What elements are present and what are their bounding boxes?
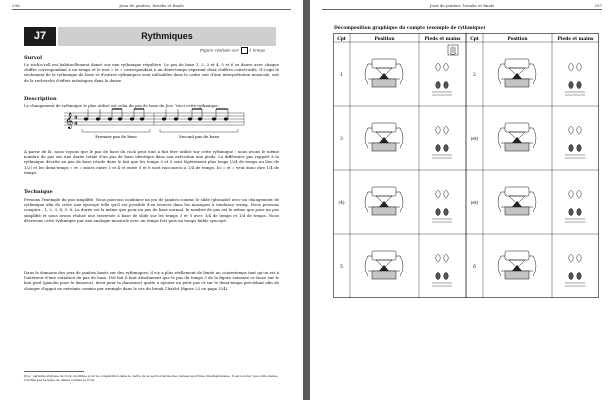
section-text-closing: Dans le domaine des jeux de jambes basés sur des rythmiques, il n'y a plus réellement de limite au contretemps tant qu'on est à l'intérieur d'une variation du pas de base. Del fait il faut absolument que le pas du temps 3 de la figure suivante se fasse sur le bon pied (gauche pour le danseur), droit pour la danseuse) quitte à ajouter un petit pas et sur le demi-temps précédant afin de changer d'appui en extrémis comme par exemple dans le cas du break Charlot (figure 23 en page 324). <box>24 270 279 291</box>
row-count-left: 1 <box>340 73 343 78</box>
left-page-number: 296 <box>12 3 20 8</box>
row-count-right: (et) <box>470 137 479 142</box>
right-page <box>310 0 614 400</box>
treble-clef-icon: 𝄞 <box>65 113 74 129</box>
col-header-feet-right: Pieds et mains <box>557 37 594 42</box>
footnote: Jive : variante stylisée du rock, modifiée pour la compétition dans le cadre de la section latine des danses sportives internationales. Il est à noter que cette danse s'utilise par la ligne de danse comme le rock. <box>24 374 278 383</box>
row-count-right: 2 <box>473 73 476 78</box>
row-count-right: 6 <box>473 265 476 270</box>
section-heading-technique: Technique <box>24 189 53 195</box>
left-header-rule <box>12 9 291 10</box>
footprint-icons <box>432 64 585 287</box>
hand-icon <box>448 45 458 55</box>
page-title: Rythmiques <box>58 27 276 46</box>
section-heading-survol: Survol <box>24 55 43 61</box>
col-header-count-right: Cpt <box>470 37 479 42</box>
chapter-tag: J7 <box>24 27 56 46</box>
staff-label-second: Second pas de base <box>179 134 219 139</box>
section-text-survol: Le rock'n'roll est habituellement dansé sur une rythmique régulière. Le pas de base 1, 2, 3 et 4, 5 et 6 se danse avec chaque chiffre correspondant à un temps et le mot « et » correspondant à un demi-temps séparant deux chiffres consécutifs. Il s'agit là seulement de la rythmique de base et d'autres rythmiques sont utilisables dans le cadre soit d'une interprétation musicale, soit de la recherche d'effets artistiques dans la danse. <box>24 62 279 83</box>
rhythm-notes <box>84 109 228 120</box>
time-signature: 4 <box>74 115 78 121</box>
right-header-rule <box>322 9 602 10</box>
row-count-right: (et) <box>470 201 479 206</box>
rhythm-staff <box>58 107 248 147</box>
left-running-head: Jeux de jambes, breaks et finals <box>119 3 184 8</box>
right-page-number: 297 <box>594 3 602 8</box>
col-header-position-left: Position <box>374 37 395 42</box>
figure-note-suffix: temps <box>252 47 266 53</box>
row-count-left: (4) <box>338 201 345 206</box>
beat-box-icon <box>241 47 248 54</box>
row-count-left: 5 <box>340 265 343 270</box>
svg-text:4: 4 <box>74 121 78 127</box>
row-count-left: 3 <box>340 137 343 142</box>
right-running-head: Jeux de jambes, breaks et finals <box>429 3 495 8</box>
col-header-position-right: Position <box>507 37 528 42</box>
section-text-technique: Prenons l'exemple du pas simplifié. Nous pouvons combiner un jeu de jambes comme le slide (glissade) avec un changement de rythmique afin de créer une syncope telle qu'il est possible d'en trouver dans les musiques à tendance swing. Nous pouvons compter : 1, 2, 3, 4, 5, 6. La durée est la même que pour un pas de base normal, le nombre de pas est le même que pour un pas simplifié et nous avons réalisé une traversée à base de slide sur les temps 3 et 5 avec 3/4 de temps et 1/4 de temps. Nous décrivons cette rythmique par une analogie musicale avec un temps fort puis un temps faible syncopé. <box>24 197 279 223</box>
diagram-title: Décomposition graphique du compte (exemple de rythmique) <box>334 26 486 31</box>
section-text-description: Le changement de rythmique le plus utilisé est celui du pas de base du Jive. Voici cette rythmique : <box>24 103 221 108</box>
staff-label-first: Premier pas de base <box>95 134 137 139</box>
figure-note-prefix: Figure réalisée sur <box>200 47 239 53</box>
col-header-count-left: Cpt <box>337 37 346 42</box>
figure-note-count: 1 <box>248 47 252 53</box>
section-text-analysis: À partir de là, nous voyons que le pas de base du rock peut tout à fait être utilisé sur cette rythmique : nous avons le même nombre de pas sur une durée totale d'un pas de base identique dans son exécution aux pieds. La différence par rapport à la rythmique décrite au pas de base réside dans le fait que les temps 3 et 5 sont légèrement plus longs (3/4 de temps au lieu de 1/2) et les demi-temps « et » situés entre 3 et 4 et entre 5 et 6 sont raccourcis à 1/4 de temps. Ici « et » veut donc dire 1/4 de temps. <box>24 149 279 175</box>
section-heading-description: Description <box>24 96 57 102</box>
footnote-rule <box>24 371 84 372</box>
count-diagram-grid <box>333 33 599 298</box>
figure-note <box>200 47 265 54</box>
left-page <box>0 0 303 400</box>
col-header-feet-left: Pieds et mains <box>424 37 461 42</box>
